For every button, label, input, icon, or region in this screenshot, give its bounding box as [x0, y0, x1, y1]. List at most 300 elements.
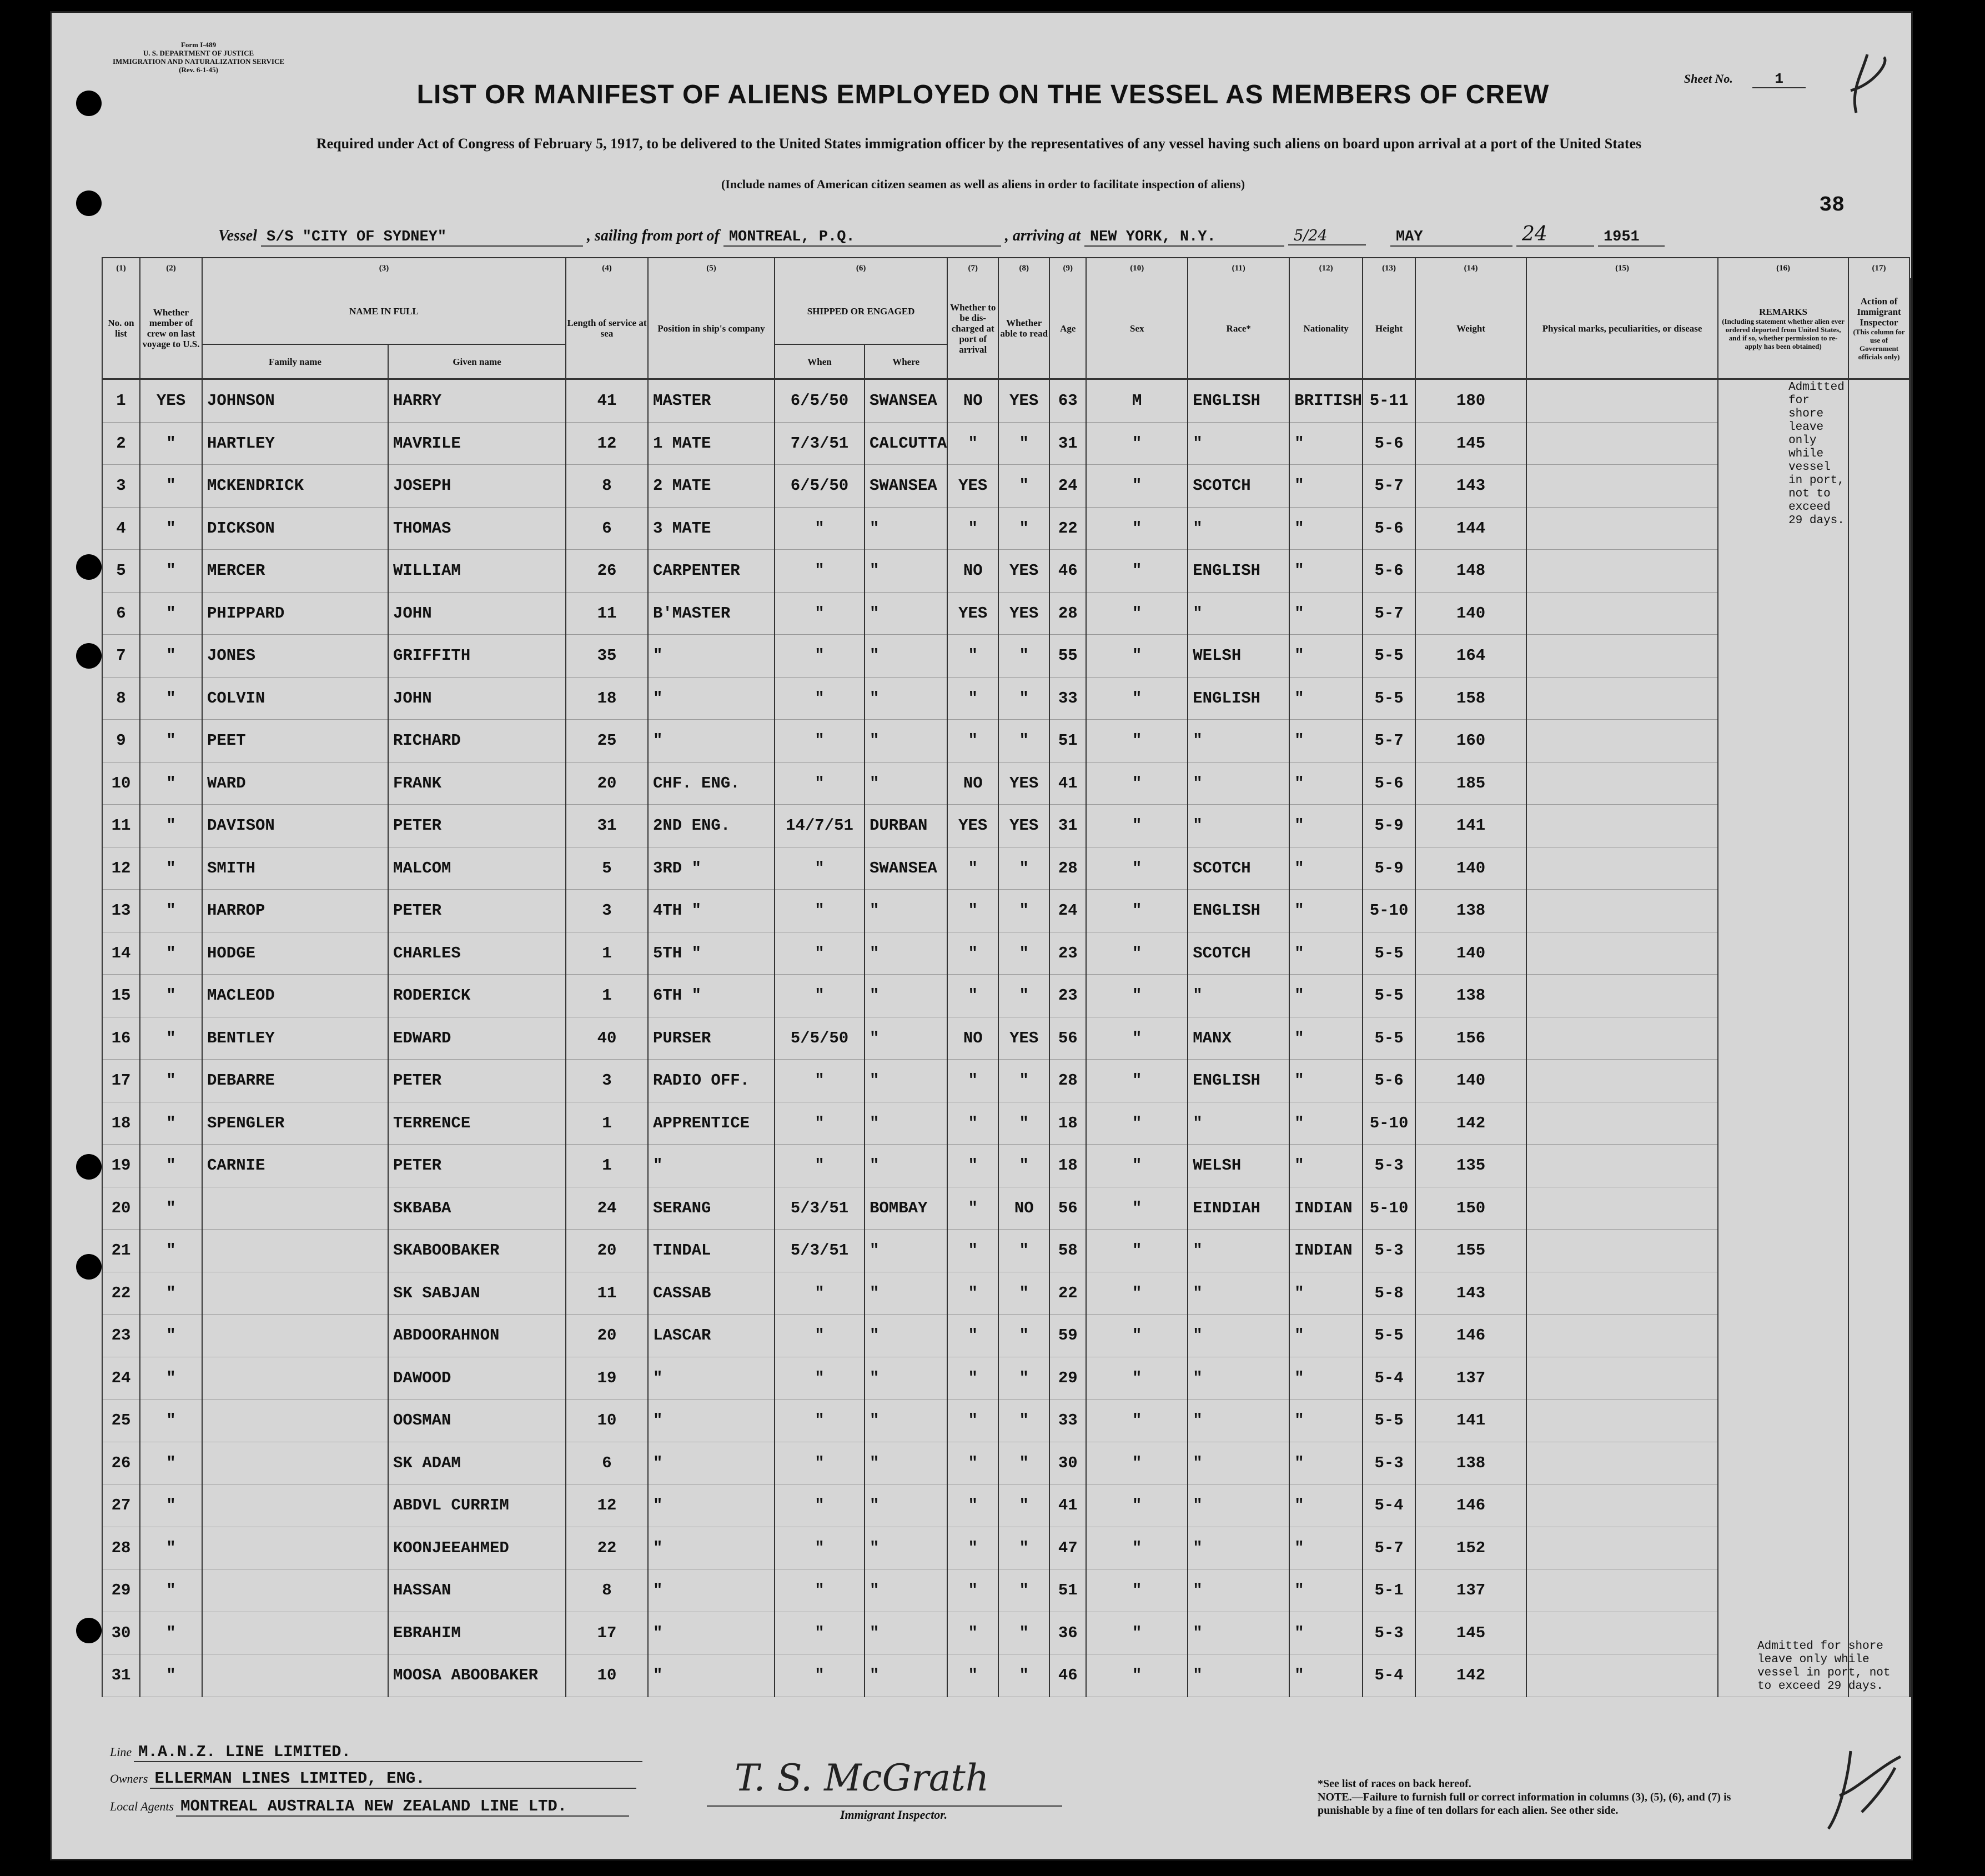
physical-cell: [1526, 1357, 1718, 1400]
form-number: Form I-489: [180, 41, 217, 49]
revision: (Rev. 6-1-45): [179, 66, 218, 74]
nationality-cell: ": [1289, 1569, 1363, 1612]
when-cell: ": [775, 1102, 865, 1145]
read-cell: ": [998, 677, 1049, 720]
when-cell: ": [775, 1612, 865, 1654]
prev-voyage-cell: ": [140, 550, 202, 593]
col-num: (7): [947, 258, 998, 278]
table-row: [102, 1060, 1911, 1102]
family-name-cell: DAVISON: [202, 805, 388, 847]
punch-hole: [76, 190, 102, 216]
height-cell: 5-3: [1363, 1145, 1415, 1187]
position-cell: ": [648, 1527, 775, 1569]
discharged-cell: ": [947, 847, 998, 890]
where-cell: ": [865, 1442, 947, 1484]
physical-cell: [1526, 847, 1718, 890]
nationality-cell: ": [1289, 1315, 1363, 1357]
age-cell: 23: [1049, 932, 1086, 975]
when-cell: ": [775, 677, 865, 720]
height-cell: 5-5: [1363, 1400, 1415, 1442]
table-row: [102, 975, 1911, 1017]
given-name-cell: HASSAN: [388, 1569, 566, 1612]
crew-table: [102, 257, 1911, 1697]
prev-voyage-cell: ": [140, 762, 202, 805]
table-row: [102, 805, 1911, 847]
table-row: [102, 1612, 1911, 1654]
service-cell: 3: [566, 1060, 648, 1102]
prev-voyage-cell: ": [140, 932, 202, 975]
agents-row: [110, 1797, 629, 1817]
sex-cell: ": [1086, 805, 1188, 847]
voyage-line: [218, 223, 1665, 247]
row-number: 26: [102, 1442, 140, 1484]
physical-cell: [1526, 465, 1718, 508]
table-row: [102, 507, 1911, 550]
row-number: 10: [102, 762, 140, 805]
nationality-cell: ": [1289, 847, 1363, 890]
punch-hole: [76, 1254, 102, 1280]
table-row: [102, 890, 1911, 932]
prev-voyage-cell: ": [140, 890, 202, 932]
read-cell: ": [998, 1272, 1049, 1315]
where-cell: SWANSEA: [865, 465, 947, 508]
race-cell: ENGLISH: [1188, 1060, 1289, 1102]
weight-cell: 138: [1415, 890, 1526, 932]
nationality-cell: ": [1289, 1357, 1363, 1400]
col-num: (15): [1526, 258, 1718, 278]
position-cell: PURSER: [648, 1017, 775, 1060]
height-cell: 5-10: [1363, 1187, 1415, 1230]
where-cell: ": [865, 1017, 947, 1060]
race-cell: ": [1188, 1315, 1289, 1357]
nationality-cell: ": [1289, 1060, 1363, 1102]
physical-cell: [1526, 592, 1718, 635]
family-name-cell: [202, 1484, 388, 1527]
age-cell: 63: [1049, 379, 1086, 423]
weight-cell: 164: [1415, 635, 1526, 678]
height-cell: 5-8: [1363, 1272, 1415, 1315]
nationality-cell: ": [1289, 1527, 1363, 1569]
weight-cell: 137: [1415, 1357, 1526, 1400]
physical-cell: [1526, 379, 1718, 423]
prev-voyage-cell: ": [140, 720, 202, 763]
age-cell: 24: [1049, 465, 1086, 508]
footer: [52, 1712, 1914, 1862]
header-family-name: Family name: [202, 344, 388, 379]
position-cell: ": [648, 677, 775, 720]
age-cell: 33: [1049, 677, 1086, 720]
position-cell: 6TH ": [648, 975, 775, 1017]
given-name-cell: WILLIAM: [388, 550, 566, 593]
age-cell: 47: [1049, 1527, 1086, 1569]
header-blank: [1909, 278, 1911, 379]
read-cell: ": [998, 635, 1049, 678]
family-name-cell: MACLEOD: [202, 975, 388, 1017]
nationality-cell: ": [1289, 465, 1363, 508]
height-cell: 5-6: [1363, 762, 1415, 805]
discharged-cell: ": [947, 1612, 998, 1654]
age-cell: 41: [1049, 1484, 1086, 1527]
row-number: 1: [102, 379, 140, 423]
line-row: [110, 1743, 642, 1762]
race-cell: ": [1188, 1230, 1289, 1272]
where-cell: ": [865, 1400, 947, 1442]
physical-cell: [1526, 550, 1718, 593]
when-cell: 14/7/51: [775, 805, 865, 847]
discharged-cell: ": [947, 1060, 998, 1102]
position-cell: ": [648, 1612, 775, 1654]
height-cell: 5-6: [1363, 550, 1415, 593]
read-cell: ": [998, 507, 1049, 550]
header-name: NAME IN FULL: [202, 278, 566, 344]
physical-cell: [1526, 890, 1718, 932]
table-row: [102, 1230, 1911, 1272]
physical-cell: [1526, 422, 1718, 465]
read-cell: ": [998, 1527, 1049, 1569]
race-cell: ENGLISH: [1188, 550, 1289, 593]
nationality-cell: ": [1289, 720, 1363, 763]
manifest-sheet: [50, 11, 1913, 1860]
service-cell: 24: [566, 1187, 648, 1230]
sex-cell: ": [1086, 1654, 1188, 1697]
height-cell: 5-9: [1363, 805, 1415, 847]
owners-value: ELLERMAN LINES LIMITED, ENG.: [150, 1769, 636, 1789]
prev-voyage-cell: ": [140, 1230, 202, 1272]
discharged-cell: ": [947, 890, 998, 932]
discharged-cell: ": [947, 1569, 998, 1612]
age-cell: 56: [1049, 1017, 1086, 1060]
col-num: (17): [1848, 258, 1909, 278]
race-cell: ": [1188, 1400, 1289, 1442]
age-cell: 59: [1049, 1315, 1086, 1357]
where-cell: ": [865, 1527, 947, 1569]
height-cell: 5-5: [1363, 677, 1415, 720]
age-cell: 23: [1049, 975, 1086, 1017]
height-cell: 5-5: [1363, 932, 1415, 975]
prev-voyage-cell: ": [140, 1272, 202, 1315]
position-cell: CHF. ENG.: [648, 762, 775, 805]
sex-cell: ": [1086, 975, 1188, 1017]
where-cell: ": [865, 550, 947, 593]
table-row: [102, 1357, 1911, 1400]
arrival-year: 1951: [1598, 229, 1665, 247]
physical-cell: [1526, 1527, 1718, 1569]
when-cell: 5/3/51: [775, 1230, 865, 1272]
physical-cell: [1526, 975, 1718, 1017]
row-number: 3: [102, 465, 140, 508]
service-cell: 1: [566, 1145, 648, 1187]
race-cell: WELSH: [1188, 635, 1289, 678]
sex-cell: ": [1086, 1357, 1188, 1400]
nationality-cell: INDIAN: [1289, 1230, 1363, 1272]
given-name-cell: THOMAS: [388, 507, 566, 550]
service-cell: 31: [566, 805, 648, 847]
when-cell: ": [775, 550, 865, 593]
where-cell: ": [865, 1357, 947, 1400]
prev-voyage-cell: ": [140, 1527, 202, 1569]
family-name-cell: JOHNSON: [202, 379, 388, 423]
col-num: (2): [140, 258, 202, 278]
service-cell: 10: [566, 1400, 648, 1442]
where-cell: ": [865, 1315, 947, 1357]
sex-cell: ": [1086, 1484, 1188, 1527]
when-cell: ": [775, 1272, 865, 1315]
vessel-label: Vessel: [218, 227, 257, 244]
position-cell: CARPENTER: [648, 550, 775, 593]
col-num: (13): [1363, 258, 1415, 278]
sex-cell: ": [1086, 635, 1188, 678]
table-row: [102, 1569, 1911, 1612]
physical-cell: [1526, 1145, 1718, 1187]
table-row: [102, 1017, 1911, 1060]
where-cell: DURBAN: [865, 805, 947, 847]
sex-cell: ": [1086, 1612, 1188, 1654]
discharged-cell: ": [947, 1187, 998, 1230]
age-cell: 46: [1049, 550, 1086, 593]
sex-cell: ": [1086, 1230, 1188, 1272]
agents-label: Local Agents: [110, 1799, 174, 1813]
given-name-cell: MALCOM: [388, 847, 566, 890]
col-num: (3): [202, 258, 566, 278]
family-name-cell: SPENGLER: [202, 1102, 388, 1145]
service-cell: 6: [566, 1442, 648, 1484]
service-cell: 6: [566, 507, 648, 550]
given-name-cell: GRIFFITH: [388, 635, 566, 678]
nationality-cell: ": [1289, 422, 1363, 465]
row-number: 25: [102, 1400, 140, 1442]
prev-voyage-cell: ": [140, 592, 202, 635]
age-cell: 30: [1049, 1442, 1086, 1484]
prev-voyage-cell: ": [140, 1612, 202, 1654]
discharged-cell: ": [947, 1357, 998, 1400]
height-cell: 5-1: [1363, 1569, 1415, 1612]
physical-cell: [1526, 720, 1718, 763]
row-number: 30: [102, 1612, 140, 1654]
nationality-cell: ": [1289, 1400, 1363, 1442]
action-cell: [1848, 379, 1909, 1697]
discharged-cell: YES: [947, 805, 998, 847]
family-name-cell: MCKENDRICK: [202, 465, 388, 508]
when-cell: ": [775, 592, 865, 635]
service-cell: 26: [566, 550, 648, 593]
row-number: 12: [102, 847, 140, 890]
weight-cell: 143: [1415, 1272, 1526, 1315]
family-name-cell: [202, 1569, 388, 1612]
col-num: (1): [102, 258, 140, 278]
prev-voyage-cell: ": [140, 1400, 202, 1442]
read-cell: ": [998, 1230, 1049, 1272]
remarks-bottom-note: Admitted for shore leave only while vessel in port, not to exceed 29 days.: [1757, 1639, 1891, 1693]
col-num: (8): [998, 258, 1049, 278]
weight-cell: 160: [1415, 720, 1526, 763]
physical-cell: [1526, 635, 1718, 678]
discharged-cell: YES: [947, 592, 998, 635]
weight-cell: 141: [1415, 1400, 1526, 1442]
sex-cell: ": [1086, 592, 1188, 635]
prev-voyage-cell: ": [140, 847, 202, 890]
where-cell: ": [865, 635, 947, 678]
sex-cell: ": [1086, 1017, 1188, 1060]
read-cell: ": [998, 720, 1049, 763]
discharged-cell: ": [947, 975, 998, 1017]
when-cell: ": [775, 1527, 865, 1569]
table-row: [102, 932, 1911, 975]
read-cell: ": [998, 1400, 1049, 1442]
family-name-cell: PEET: [202, 720, 388, 763]
sex-cell: ": [1086, 422, 1188, 465]
prev-voyage-cell: ": [140, 677, 202, 720]
table-row: [102, 1272, 1911, 1315]
height-cell: 5-3: [1363, 1612, 1415, 1654]
header-discharged: Whether to be dis-charged at port of arrival: [947, 278, 998, 379]
read-cell: ": [998, 1442, 1049, 1484]
owners-label: Owners: [110, 1772, 148, 1785]
where-cell: ": [865, 975, 947, 1017]
header-sex: Sex: [1086, 278, 1188, 379]
arrival-day: 24: [1516, 223, 1594, 247]
given-name-cell: MAVRILE: [388, 422, 566, 465]
header-prev-voyage: Whether member of crew on last voyage to U.S.: [140, 278, 202, 379]
family-name-cell: DEBARRE: [202, 1060, 388, 1102]
nationality-cell: ": [1289, 932, 1363, 975]
race-cell: ": [1188, 720, 1289, 763]
given-name-cell: JOSEPH: [388, 465, 566, 508]
row-number: 19: [102, 1145, 140, 1187]
when-cell: ": [775, 1315, 865, 1357]
prev-voyage-cell: ": [140, 1442, 202, 1484]
family-name-cell: [202, 1612, 388, 1654]
age-cell: 51: [1049, 1569, 1086, 1612]
row-number: 28: [102, 1527, 140, 1569]
family-name-cell: DICKSON: [202, 507, 388, 550]
race-cell: ": [1188, 592, 1289, 635]
sex-cell: ": [1086, 932, 1188, 975]
discharged-cell: NO: [947, 379, 998, 423]
discharged-cell: ": [947, 1102, 998, 1145]
read-cell: ": [998, 932, 1049, 975]
read-cell: ": [998, 1315, 1049, 1357]
header-when: When: [775, 344, 865, 379]
col-num: (16): [1718, 258, 1848, 278]
family-name-cell: PHIPPARD: [202, 592, 388, 635]
physical-cell: [1526, 1272, 1718, 1315]
age-cell: 56: [1049, 1187, 1086, 1230]
table-row: [102, 1654, 1911, 1697]
when-cell: ": [775, 720, 865, 763]
table-row: [102, 1527, 1911, 1569]
prev-voyage-cell: ": [140, 1187, 202, 1230]
prev-voyage-cell: ": [140, 422, 202, 465]
family-name-cell: [202, 1442, 388, 1484]
family-name-cell: [202, 1230, 388, 1272]
read-cell: YES: [998, 805, 1049, 847]
agents-value: MONTREAL AUSTRALIA NEW ZEALAND LINE LTD.: [176, 1797, 629, 1817]
row-number: 21: [102, 1230, 140, 1272]
read-cell: NO: [998, 1187, 1049, 1230]
given-name-cell: RICHARD: [388, 720, 566, 763]
given-name-cell: HARRY: [388, 379, 566, 423]
header-given-name: Given name: [388, 344, 566, 379]
table-row: [102, 379, 1911, 423]
read-cell: YES: [998, 550, 1049, 593]
where-cell: ": [865, 1060, 947, 1102]
table-row: [102, 1315, 1911, 1357]
physical-cell: [1526, 1654, 1718, 1697]
when-cell: ": [775, 847, 865, 890]
when-cell: ": [775, 635, 865, 678]
age-cell: 55: [1049, 635, 1086, 678]
row-number: 18: [102, 1102, 140, 1145]
service-cell: 1: [566, 1102, 648, 1145]
discharged-cell: ": [947, 422, 998, 465]
when-cell: 5/3/51: [775, 1187, 865, 1230]
service-cell: 1: [566, 932, 648, 975]
row-number: 7: [102, 635, 140, 678]
prev-voyage-cell: YES: [140, 379, 202, 423]
read-cell: ": [998, 890, 1049, 932]
read-cell: ": [998, 465, 1049, 508]
nationality-cell: ": [1289, 677, 1363, 720]
physical-cell: [1526, 1187, 1718, 1230]
service-cell: 20: [566, 1315, 648, 1357]
race-cell: ENGLISH: [1188, 379, 1289, 423]
family-name-cell: [202, 1654, 388, 1697]
sailing-label: , sailing from port of: [587, 227, 720, 244]
race-cell: WELSH: [1188, 1145, 1289, 1187]
nationality-cell: ": [1289, 805, 1363, 847]
family-name-cell: [202, 1357, 388, 1400]
row-number: 17: [102, 1060, 140, 1102]
height-cell: 5-5: [1363, 1017, 1415, 1060]
family-name-cell: COLVIN: [202, 677, 388, 720]
family-name-cell: SMITH: [202, 847, 388, 890]
given-name-cell: SKABOOBAKER: [388, 1230, 566, 1272]
footer-notes: [1318, 1777, 1773, 1817]
prev-voyage-cell: ": [140, 1357, 202, 1400]
arriving-label: , arriving at: [1004, 227, 1081, 244]
service-cell: 25: [566, 720, 648, 763]
page-subtitle: Required under Act of Congress of February 5, 1917, to be delivered to the United States immigration officer by the representatives of any vessel having such aliens on board upon arrival at a port of the United States: [316, 136, 1642, 152]
weight-cell: 148: [1415, 550, 1526, 593]
sex-cell: ": [1086, 1060, 1188, 1102]
row-number: 14: [102, 932, 140, 975]
prev-voyage-cell: ": [140, 1569, 202, 1612]
position-cell: 3RD ": [648, 847, 775, 890]
where-cell: ": [865, 677, 947, 720]
position-cell: 3 MATE: [648, 507, 775, 550]
nationality-cell: ": [1289, 1612, 1363, 1654]
discharged-cell: NO: [947, 550, 998, 593]
height-cell: 5-4: [1363, 1357, 1415, 1400]
family-name-cell: [202, 1400, 388, 1442]
age-cell: 29: [1049, 1357, 1086, 1400]
position-cell: ": [648, 1569, 775, 1612]
nationality-cell: ": [1289, 975, 1363, 1017]
height-cell: 5-4: [1363, 1484, 1415, 1527]
table-row: [102, 847, 1911, 890]
physical-cell: [1526, 1569, 1718, 1612]
discharged-cell: ": [947, 1272, 998, 1315]
physical-cell: [1526, 1060, 1718, 1102]
weight-cell: 140: [1415, 932, 1526, 975]
service-cell: 3: [566, 890, 648, 932]
age-cell: 28: [1049, 592, 1086, 635]
sex-cell: ": [1086, 890, 1188, 932]
service-cell: 10: [566, 1654, 648, 1697]
row-number: 20: [102, 1187, 140, 1230]
where-cell: ": [865, 1230, 947, 1272]
where-cell: ": [865, 762, 947, 805]
